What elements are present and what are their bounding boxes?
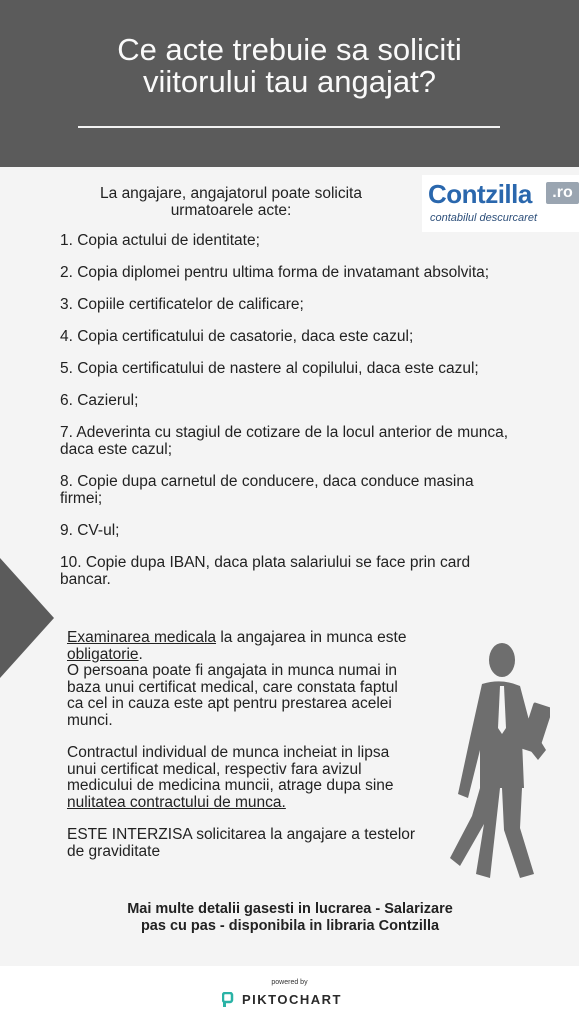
medical-paragraph-1 [67, 630, 417, 729]
documents-list [60, 232, 515, 603]
logo-tagline: contabilul descurcaret [430, 212, 538, 224]
piktochart-brand[interactable] [222, 991, 362, 1009]
medical-exam-link[interactable]: Examinarea medicala [67, 629, 217, 646]
list-item: 6. Cazierul; [60, 392, 139, 409]
list-item: 9. CV-ul; [60, 522, 120, 539]
list-item: 2. Copia diplomei pentru ultima forma de invatamant absolvita; [60, 264, 490, 281]
list-item: 4. Copia certificatului de casatorie, daca este cazul; [60, 328, 414, 345]
logo-tld: .ro [546, 182, 579, 204]
list-item: 10. Copie dupa IBAN, daca plata salariului se face prin card bancar. [60, 554, 471, 588]
page-title [0, 34, 579, 98]
medical-section [67, 630, 417, 876]
nullity-link[interactable]: nulitatea contractului de munca. [67, 793, 286, 811]
decorative-triangle [0, 558, 54, 678]
list-item: 3. Copiile certificatelor de calificare; [60, 296, 304, 313]
intro-text [56, 185, 406, 219]
medical-paragraph-2 [67, 745, 417, 811]
powered-by-label: powered by [271, 979, 308, 986]
list-item: 1. Copia actului de identitate; [60, 232, 260, 249]
medical-text: . [138, 645, 143, 663]
title-divider [78, 126, 500, 128]
medical-paragraph-3: ESTE INTERZISA solicitarea la angajare a testelor de graviditate [67, 826, 416, 860]
title-line-1: Ce acte trebuie sa soliciti [117, 32, 462, 67]
contzilla-logo [422, 175, 579, 232]
intro-line-2: urmatoarele acte: [170, 202, 292, 219]
medical-text: la angajarea in munca este [216, 629, 407, 646]
list-item: 5. Copia certificatului de nastere al copilului, daca este cazul; [60, 360, 479, 377]
footer-note: Mai multe detalii gasesti in lucrarea - Salarizare pas cu pas - disponibila in libraria Contzilla [127, 901, 453, 934]
businessman-figure-icon [450, 638, 550, 878]
title-line-2: viitorului tau angajat? [143, 64, 436, 99]
piktochart-wordmark: PIKTOCHART [242, 992, 342, 1007]
list-item: 8. Copie dupa carnetul de conducere, daca conduce masina firmei; [60, 473, 474, 507]
piktochart-logo-icon [222, 992, 238, 1008]
obligatory-link[interactable]: obligatorie [67, 645, 139, 663]
logo-brand: Contzilla [428, 179, 532, 209]
list-item: 7. Adeverinta cu stagiul de cotizare de la locul anterior de munca, daca este cazul; [60, 424, 509, 458]
medical-text: Contractul individual de munca incheiat in lipsa unui certificat medical, respectiv fara avizul medicului de medicina muncii, atrage dupa sine [67, 744, 394, 794]
intro-line-1: La angajare, angajatorul poate solicita [100, 185, 362, 202]
header-banner [0, 0, 579, 167]
medical-text: O persoana poate fi angajata in munca numai in baza unui certificat medical, care constata faptul ca cel in cauza este apt pentru prestarea acelei munci. [67, 662, 398, 729]
